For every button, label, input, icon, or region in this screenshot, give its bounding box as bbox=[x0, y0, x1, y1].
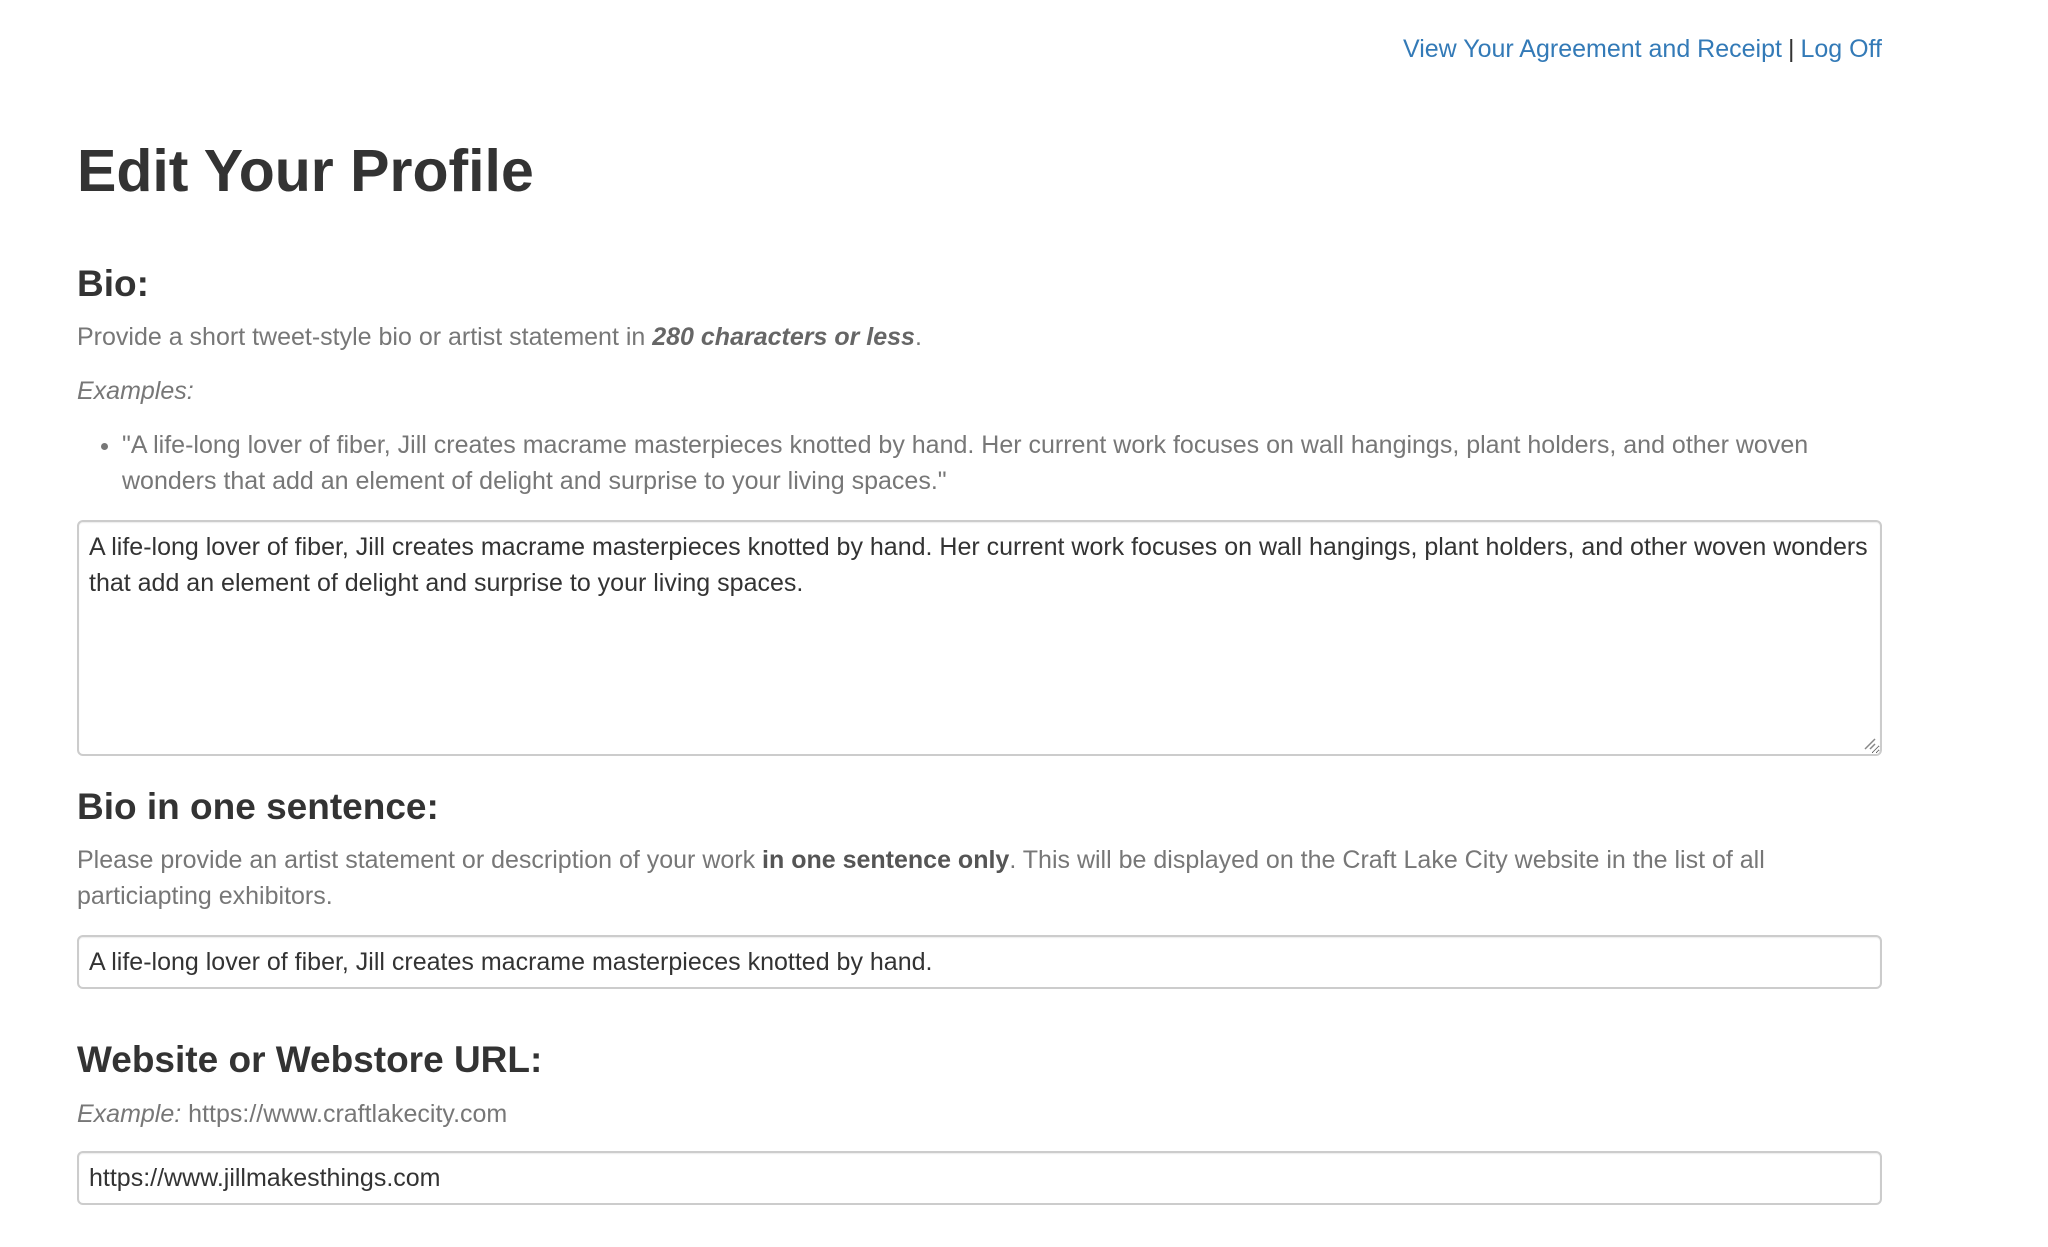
bio-sentence-help-prefix: Please provide an artist statement or description of your work bbox=[77, 846, 763, 874]
bio-sentence-help-emphasis: in one sentence only bbox=[762, 846, 1010, 874]
bio-help-suffix: . bbox=[914, 323, 922, 351]
bio-textarea[interactable] bbox=[77, 520, 1882, 756]
website-example-label: Example: bbox=[77, 1100, 182, 1128]
bio-help-text bbox=[77, 319, 922, 355]
bio-example-item: • "A life-long lover of fiber, Jill creates macrame masterpieces knotted by hand. Her current work focuses on wall hangings, plant holders, and other woven wonders that add an element of delight and surprise to your living spaces." bbox=[122, 427, 1867, 499]
agreement-receipt-link[interactable]: View Your Agreement and Receipt bbox=[1402, 35, 1782, 63]
bio-examples-list bbox=[77, 427, 1867, 499]
website-example-text bbox=[77, 1096, 507, 1132]
bio-examples-label: Examples: bbox=[77, 377, 194, 405]
bio-help-emphasis: 280 characters or less bbox=[652, 323, 915, 351]
website-heading: Website or Webstore URL: bbox=[77, 1039, 543, 1080]
bio-textarea-wrapper bbox=[77, 520, 1882, 756]
nav-separator: | bbox=[1787, 35, 1795, 63]
website-example-value: https://www.craftlakecity.com bbox=[188, 1100, 508, 1128]
bio-sentence-help-suffix: . This will be displayed on the Craft Lake City website in the list of all particiapting exhibitors. bbox=[77, 846, 1765, 910]
top-nav bbox=[1403, 33, 1882, 65]
page-title: Edit Your Profile bbox=[77, 138, 534, 204]
website-url-input[interactable] bbox=[77, 1151, 1882, 1205]
bio-sentence-help-text bbox=[77, 842, 1882, 914]
bio-help-prefix: Provide a short tweet-style bio or artist statement in bbox=[77, 323, 653, 351]
log-off-link[interactable]: Log Off bbox=[1800, 35, 1882, 63]
bio-sentence-input[interactable] bbox=[77, 935, 1882, 989]
bio-sentence-heading: Bio in one sentence: bbox=[77, 786, 439, 827]
bio-heading: Bio: bbox=[77, 263, 149, 304]
